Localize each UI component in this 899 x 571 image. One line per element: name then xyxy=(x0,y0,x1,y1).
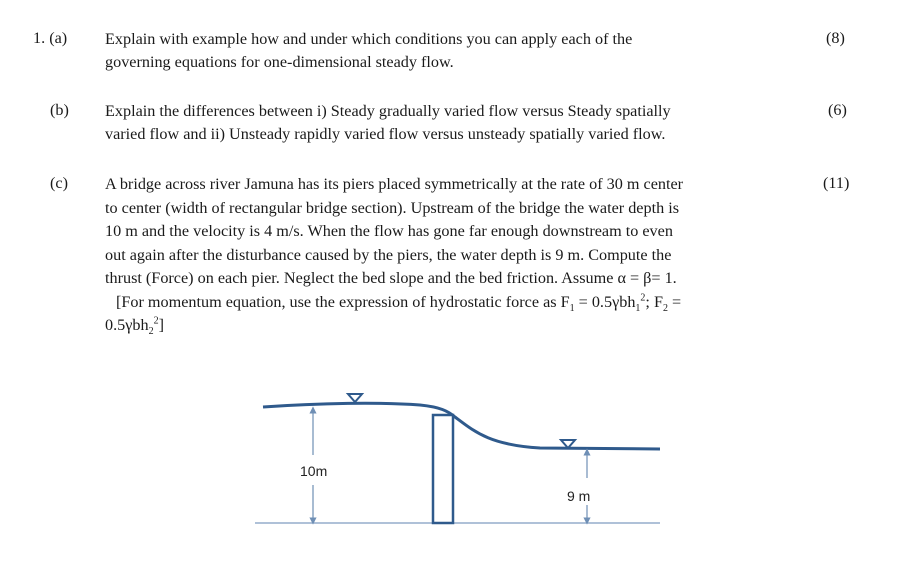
question-text-line: Explain with example how and under which conditions you can apply each of the xyxy=(105,30,633,48)
question-label: (c) xyxy=(50,174,68,192)
question-label: (b) xyxy=(50,101,69,119)
question-label: 1. (a) xyxy=(33,29,68,47)
question-text-line: to center (width of rectangular bridge section). Upstream of the bridge the water depth is xyxy=(105,199,680,217)
formula-text: ] xyxy=(158,316,164,334)
subscript: 1 xyxy=(635,303,641,315)
formula-text: [For momentum equation, use the expression of hydrostatic force as F xyxy=(116,293,570,311)
upstream-depth-label: 10m xyxy=(300,463,328,479)
question-marks: (8) xyxy=(826,29,845,47)
question-text-line: Explain the differences between i) Steady gradually varied flow versus Steady spatially xyxy=(105,102,671,120)
formula-text: = 0.5γbh xyxy=(574,293,636,311)
subscript: 2 xyxy=(148,326,154,338)
superscript: 2 xyxy=(153,315,159,327)
formula-text: = xyxy=(667,293,682,311)
question-text-line: thrust (Force) on each pier. Neglect the bed slope and the bed friction. Assume α = β= 1. xyxy=(105,269,677,287)
water-surface-profile xyxy=(263,403,660,449)
bridge-pier xyxy=(433,415,453,523)
subscript: 1 xyxy=(569,303,575,315)
question-text-line: governing equations for one-dimensional steady flow. xyxy=(105,53,454,71)
question-text-line: varied flow and ii) Unsteady rapidly varied flow versus unsteady spatially varied flow. xyxy=(105,125,666,143)
upstream-water-level-icon xyxy=(348,394,362,402)
formula-text: ; F xyxy=(645,293,663,311)
subscript: 2 xyxy=(662,303,668,315)
superscript: 2 xyxy=(640,292,646,304)
question-text-line: out again after the disturbance caused by the piers, the water depth is 9 m. Compute the xyxy=(105,246,672,264)
question-text-line: 10 m and the velocity is 4 m/s. When the flow has gone far enough downstream to even xyxy=(105,222,673,240)
question-marks: (6) xyxy=(828,101,847,119)
question-text-line: A bridge across river Jamuna has its piers placed symmetrically at the rate of 30 m center xyxy=(105,175,684,193)
formula-text: 0.5γbh xyxy=(105,316,149,334)
question-marks: (11) xyxy=(823,174,850,192)
downstream-depth-label: 9 m xyxy=(567,488,591,504)
